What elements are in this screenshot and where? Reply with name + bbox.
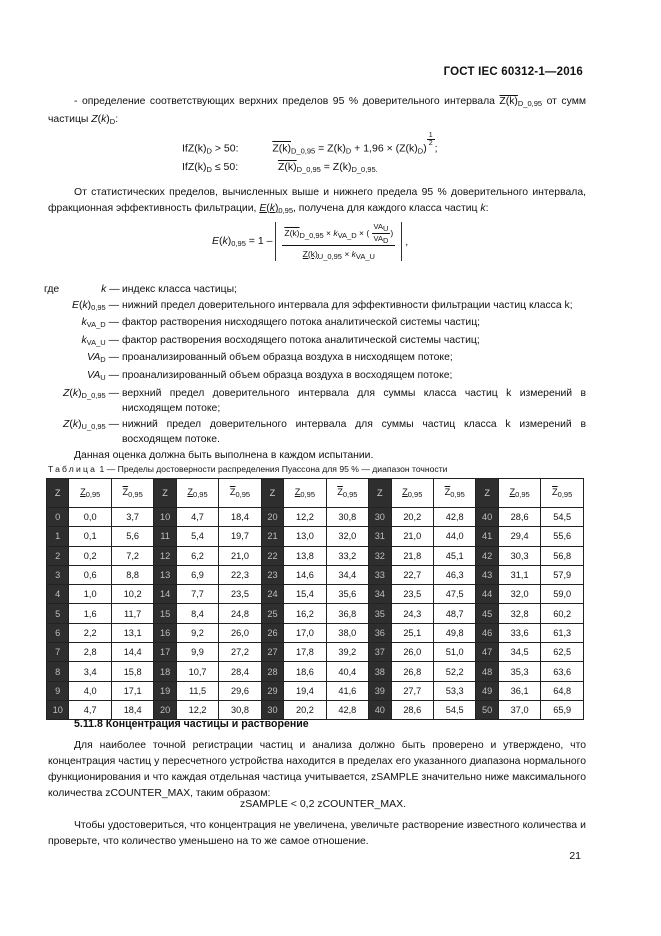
table-header-cell: Z [369, 479, 391, 508]
table-cell: 27 [261, 643, 283, 662]
table-cell: 24,3 [391, 604, 433, 623]
table-caption-label: Таблица [48, 464, 98, 474]
definition-row [44, 417, 586, 448]
formula-rhs: = Z(k) [315, 142, 346, 155]
table-cell: 34,4 [326, 565, 368, 584]
table-cell: 48 [476, 662, 498, 681]
table-cell: 18,6 [284, 662, 326, 681]
paragraph-upper-limits-text-a: - определение соответствующих верхних пределов 95 % доверительного интервала [74, 96, 500, 107]
table-header-cell: $\overline{Z}_{0,95}$ [219, 479, 261, 508]
table-header-row [47, 479, 584, 508]
table-cell: 16,2 [284, 604, 326, 623]
table-cell: 53,3 [433, 681, 475, 700]
table-cell: 6,2 [176, 546, 218, 565]
table-cell: 18 [154, 662, 176, 681]
table-cell: 12,2 [284, 508, 326, 527]
table-cell: 57,9 [541, 565, 584, 584]
table-cell: 4,7 [69, 700, 111, 719]
table-cell: 25 [261, 604, 283, 623]
table-cell: 27,7 [391, 681, 433, 700]
table-cell: 6,9 [176, 565, 218, 584]
document-header: ГОСТ IEC 60312-1—2016 [443, 66, 583, 78]
table-cell: 21,8 [391, 546, 433, 565]
definition-text: фактор растворения нисходящего потока аналитической системы частиц; [122, 317, 481, 329]
definition-symbol: $E(k)_{0,95}$ — [72, 299, 119, 312]
table-cell: 1,0 [69, 585, 111, 604]
table-cell: 26 [261, 623, 283, 642]
table-cell: 30 [369, 508, 391, 527]
formula-upper-limit-large: $IfZ(k)_D > 50$: $Z(k)_{D\_0,95} = Z(k)_D + 1,96 \times (Z(k)_D)$ $^{\frac{1}{2}}$ ; [182, 132, 438, 156]
table-caption [48, 464, 447, 474]
table-cell: 29,4 [498, 527, 540, 546]
table-cell: 7,2 [111, 546, 153, 565]
table-cell: 17,8 [284, 643, 326, 662]
table-cell: 19,7 [219, 527, 261, 546]
table-cell: 29,6 [219, 681, 261, 700]
table-row [47, 546, 584, 565]
table-cell: 27,2 [219, 643, 261, 662]
table-cell: 48,7 [433, 604, 475, 623]
table-cell: 10 [154, 508, 176, 527]
definitions-list [44, 282, 586, 464]
table-cell: 5 [47, 604, 69, 623]
definition-text: фактор растворения восходящего потока аналитической системы частиц; [122, 334, 480, 346]
table-cell: 8,4 [176, 604, 218, 623]
table-cell: 35,6 [326, 585, 368, 604]
table-cell: 14 [154, 585, 176, 604]
table-row [47, 700, 584, 719]
formula-rhs-2: + 1,96 × (Z(k) [351, 142, 418, 155]
table-cell: 37 [369, 643, 391, 662]
table-cell: 61,3 [541, 623, 584, 642]
table-cell: 47,5 [433, 585, 475, 604]
definition-symbol: $Z(k)_{U\_0,95}$ — [63, 418, 119, 431]
definition-symbol: где k — [44, 284, 120, 295]
table-cell: 23 [261, 565, 283, 584]
table-caption-text: 1 — Пределы достоверности распределения Пуассона для 95 % — диапазон точности [97, 464, 448, 474]
table-cell: 39,2 [326, 643, 368, 662]
table-cell: 11,7 [111, 604, 153, 623]
table-header-cell: $\overline{Z}_{0,95}$ [433, 479, 475, 508]
definition-symbol: $VA_D$ — [87, 352, 119, 365]
table-cell: 0 [47, 508, 69, 527]
formula-efficiency: $E(k)_{0,95} = 1$ – $Z(k)_{D\_0,95} \times k_{VA\_D}$ × ( $\frac{VA_U}{VA_D}$ ) $Z(k)_{U\_0,95} \times k_{VA\_U}$ , [212, 222, 409, 261]
table-cell: 28,4 [219, 662, 261, 681]
definitions-tail: Данная оценка должна быть выполнена в каждом испытании. [74, 449, 374, 461]
table-cell: 46 [476, 623, 498, 642]
formula-relation: > 50: [211, 142, 239, 155]
table-cell: 32 [369, 546, 391, 565]
table-cell: 32,8 [498, 604, 540, 623]
table-cell: 59,0 [541, 585, 584, 604]
table-cell: 41,6 [326, 681, 368, 700]
table-row [47, 527, 584, 546]
definition-text: верхний предел доверительного интервала для суммы класса частиц k измерений в нисходящем потоке; [122, 387, 586, 415]
table-cell: 36 [369, 623, 391, 642]
table-cell: 40 [369, 700, 391, 719]
table-cell: 36,1 [498, 681, 540, 700]
table-cell: 0,2 [69, 546, 111, 565]
table-cell: 15,4 [284, 585, 326, 604]
table-cell: 56,8 [541, 546, 584, 565]
table-row [47, 662, 584, 681]
table-cell: 33 [369, 565, 391, 584]
table-header-cell: $\overline{Z}_{0,95}$ [541, 479, 584, 508]
definition-text: нижний предел доверительного интервала для эффективности фильтрации частиц класса k; [122, 299, 573, 311]
table-cell: 65,9 [541, 700, 584, 719]
table-cell: 14,6 [284, 565, 326, 584]
table-cell: 21,0 [391, 527, 433, 546]
definition-text: проанализированный объем образца воздуха в восходящем потоке; [122, 369, 453, 381]
table-cell: 64,8 [541, 681, 584, 700]
paragraph-statistical-limits-text-b: , получена для каждого класса частиц [293, 203, 481, 214]
formula-condition: IfZ(k) [182, 142, 207, 155]
table-cell: 43 [476, 565, 498, 584]
table-body [47, 508, 584, 720]
table-cell: 38,0 [326, 623, 368, 642]
table-cell: 54,5 [541, 508, 584, 527]
table-cell: 6 [47, 623, 69, 642]
table-header-cell: $Z_{0,95}$ [284, 479, 326, 508]
table-cell: 10,7 [176, 662, 218, 681]
table-row [47, 585, 584, 604]
definition-text: нижний предел доверительного интервала для суммы частиц класса k измерений в восходящем потоке. [122, 418, 586, 446]
formula-condition: IfZ(k) [182, 161, 207, 173]
table-cell: 26,0 [391, 643, 433, 662]
paragraph-concentration: Для наиболее точной регистрации частиц и анализа должно быть проверено и утверждено, что концентрация частиц у пересчетного устройства находится в пределах его указанного диапазона нормального функционирования и что каждая отдельная частица учитывается, zSAMPLE значительно ниже максимального количества zCOUNTER_MAX, таким образом: [48, 740, 586, 799]
table-row [47, 565, 584, 584]
table-cell: 13,8 [284, 546, 326, 565]
table-cell: 24 [261, 585, 283, 604]
table-cell: 28,6 [391, 700, 433, 719]
table-header-cell: Z [476, 479, 498, 508]
table-cell: 16 [154, 623, 176, 642]
table-cell: 60,2 [541, 604, 584, 623]
table-cell: 20,2 [284, 700, 326, 719]
table-cell: 9,9 [176, 643, 218, 662]
table-cell: 4,0 [69, 681, 111, 700]
table-cell: 40,4 [326, 662, 368, 681]
table-cell: 42,8 [326, 700, 368, 719]
table-cell: 30,3 [498, 546, 540, 565]
table-cell: 12,2 [176, 700, 218, 719]
table-cell: 62,5 [541, 643, 584, 662]
table-header-cell: $\overline{Z}_{0,95}$ [326, 479, 368, 508]
table-cell: 45,1 [433, 546, 475, 565]
table-cell: 23,5 [219, 585, 261, 604]
table-cell: 36,8 [326, 604, 368, 623]
table-cell: 37,0 [498, 700, 540, 719]
table-cell: 13 [154, 565, 176, 584]
table-cell: 22,7 [391, 565, 433, 584]
table-cell: 24,8 [219, 604, 261, 623]
poisson-limits-table [46, 478, 584, 720]
table-cell: 23,5 [391, 585, 433, 604]
table-cell: 5,6 [111, 527, 153, 546]
table-cell: 15,8 [111, 662, 153, 681]
table-cell: 4,7 [176, 508, 218, 527]
table-cell: 30,8 [219, 700, 261, 719]
table-cell: 30,8 [326, 508, 368, 527]
table-cell: 49 [476, 681, 498, 700]
table-row [47, 604, 584, 623]
definition-row [44, 333, 586, 351]
table-cell: 31 [369, 527, 391, 546]
table-cell: 47 [476, 643, 498, 662]
table-cell: 54,5 [433, 700, 475, 719]
table-cell: 13,1 [111, 623, 153, 642]
table-header-cell: $Z_{0,95}$ [391, 479, 433, 508]
table-cell: 0,1 [69, 527, 111, 546]
table-header-cell: Z [261, 479, 283, 508]
table-cell: 41 [476, 527, 498, 546]
table-cell: 10,2 [111, 585, 153, 604]
paragraph-upper-limits: - определение соответствующих верхних пределов 95 % доверительного интервала $Z(k)_{D\_0,95}$ от сумм частицы $Z(k)_D$: [48, 96, 586, 126]
table-cell: 31,1 [498, 565, 540, 584]
table-cell: 12 [154, 546, 176, 565]
table-cell: 20 [261, 508, 283, 527]
table-cell: 11,5 [176, 681, 218, 700]
table-cell: 21,0 [219, 546, 261, 565]
table-cell: 30 [261, 700, 283, 719]
table-cell: 11 [154, 527, 176, 546]
table-cell: 34,5 [498, 643, 540, 662]
table-cell: 28 [261, 662, 283, 681]
table-cell: 28,6 [498, 508, 540, 527]
definition-row [44, 315, 586, 333]
table-cell: 19,4 [284, 681, 326, 700]
definition-symbol: $k_{VA\_D}$ — [81, 317, 119, 330]
table-cell: 45 [476, 604, 498, 623]
table-cell: 4 [47, 585, 69, 604]
table-cell: 1,6 [69, 604, 111, 623]
table-cell: 42 [476, 546, 498, 565]
table-header-cell: $Z_{0,95}$ [176, 479, 218, 508]
table-cell: 49,8 [433, 623, 475, 642]
table-cell: 35,3 [498, 662, 540, 681]
table-cell: 2,2 [69, 623, 111, 642]
definition-symbol: $k_{VA\_U}$ — [81, 334, 119, 347]
table-cell: 13,0 [284, 527, 326, 546]
table-cell: 2,8 [69, 643, 111, 662]
table-cell: 0,6 [69, 565, 111, 584]
definition-row [44, 368, 586, 386]
table-row [47, 681, 584, 700]
table-cell: 42,8 [433, 508, 475, 527]
table-cell: 26,8 [391, 662, 433, 681]
table-header-cell: $\overline{Z}_{0,95}$ [111, 479, 153, 508]
table-cell: 7 [47, 643, 69, 662]
definition-row [44, 350, 586, 368]
definition-text: индекс класса частицы; [122, 284, 237, 295]
table-cell: 22 [261, 546, 283, 565]
table-cell: 5,4 [176, 527, 218, 546]
table-header-cell: $Z_{0,95}$ [498, 479, 540, 508]
table-cell: 35 [369, 604, 391, 623]
table-cell: 17 [154, 643, 176, 662]
table-cell: 40 [476, 508, 498, 527]
table-cell: 3,4 [69, 662, 111, 681]
definition-row [44, 386, 586, 417]
table-cell: 32,0 [498, 585, 540, 604]
table-cell: 18,4 [219, 508, 261, 527]
page-number: 21 [569, 850, 581, 862]
table-cell: 21 [261, 527, 283, 546]
table-cell: 22,3 [219, 565, 261, 584]
table-cell: 15 [154, 604, 176, 623]
definition-row [44, 282, 586, 298]
formula-upper-limit-small: $IfZ(k)_D \le 50$: $Z(k)_{D\_0,95} = Z(k)_{D\_0,95.}$ [182, 161, 378, 174]
table-cell: 29 [261, 681, 283, 700]
math-zk-bar: Z(k) [499, 96, 518, 107]
table-cell: 55,6 [541, 527, 584, 546]
table-cell: 26,0 [219, 623, 261, 642]
table-cell: 20,2 [391, 508, 433, 527]
formula-sample-limit: zSAMPLE < 0,2 zCOUNTER_MAX. [240, 798, 407, 810]
definition-text: проанализированный объем образца воздуха в нисходящем потоке; [122, 352, 453, 364]
table-cell: 50 [476, 700, 498, 719]
table-cell: 17,1 [111, 681, 153, 700]
table-cell: 9 [47, 681, 69, 700]
table-cell: 20 [154, 700, 176, 719]
table-row [47, 508, 584, 527]
paragraph-upper-limits-text-b: от сумм частицы [48, 96, 586, 125]
table-row [47, 623, 584, 642]
table-cell: 2 [47, 546, 69, 565]
table-cell: 1 [47, 527, 69, 546]
section-title: 5.11.8 Концентрация частицы и растворение [74, 718, 309, 730]
table-cell: 14,4 [111, 643, 153, 662]
table-cell: 34 [369, 585, 391, 604]
paragraph-dilution-check: Чтобы удостовериться, что концентрация не увеличена, увеличьте растворение известного количества и проверьте, что количество уменьшено на то же самое отношение. [48, 820, 586, 847]
table-cell: 33,2 [326, 546, 368, 565]
table-header-cell: Z [154, 479, 176, 508]
table-cell: 44 [476, 585, 498, 604]
table-header-cell: Z [47, 479, 69, 508]
table-cell: 33,6 [498, 623, 540, 642]
table-cell: 7,7 [176, 585, 218, 604]
table-cell: 0,0 [69, 508, 111, 527]
table-cell: 44,0 [433, 527, 475, 546]
table-cell: 8,8 [111, 565, 153, 584]
table-cell: 9,2 [176, 623, 218, 642]
table-cell: 18,4 [111, 700, 153, 719]
table-cell: 63,6 [541, 662, 584, 681]
table-cell: 51,0 [433, 643, 475, 662]
definition-symbol: $VA_U$ — [87, 369, 119, 382]
definition-row [44, 298, 586, 316]
table-cell: 39 [369, 681, 391, 700]
paragraph-statistical-limits-text-a: От статистических пределов, вычисленных выше и нижнего предела 95 % доверительного интервала, фракционная эффективность фильтрации, [48, 187, 586, 214]
table-cell: 25,1 [391, 623, 433, 642]
table-cell: 8 [47, 662, 69, 681]
table-cell: 38 [369, 662, 391, 681]
definition-symbol: $Z(k)_{D\_0,95}$ — [63, 387, 119, 400]
paragraph-statistical-limits: От статистических пределов, вычисленных выше и нижнего предела 95 % доверительного интервала, фракционная эффективность фильтрации, $E(k)_{0,95}$, получена для каждого класса частиц k: [48, 187, 586, 215]
table-cell: 3,7 [111, 508, 153, 527]
table-cell: 3 [47, 565, 69, 584]
table-cell: 17,0 [284, 623, 326, 642]
table-cell: 52,2 [433, 662, 475, 681]
formula-relation: ≤ 50: [211, 161, 239, 173]
table-cell: 32,0 [326, 527, 368, 546]
table-header-cell: $Z_{0,95}$ [69, 479, 111, 508]
table-cell: 46,3 [433, 565, 475, 584]
table-row [47, 643, 584, 662]
table-cell: 10 [47, 700, 69, 719]
table-cell: 19 [154, 681, 176, 700]
